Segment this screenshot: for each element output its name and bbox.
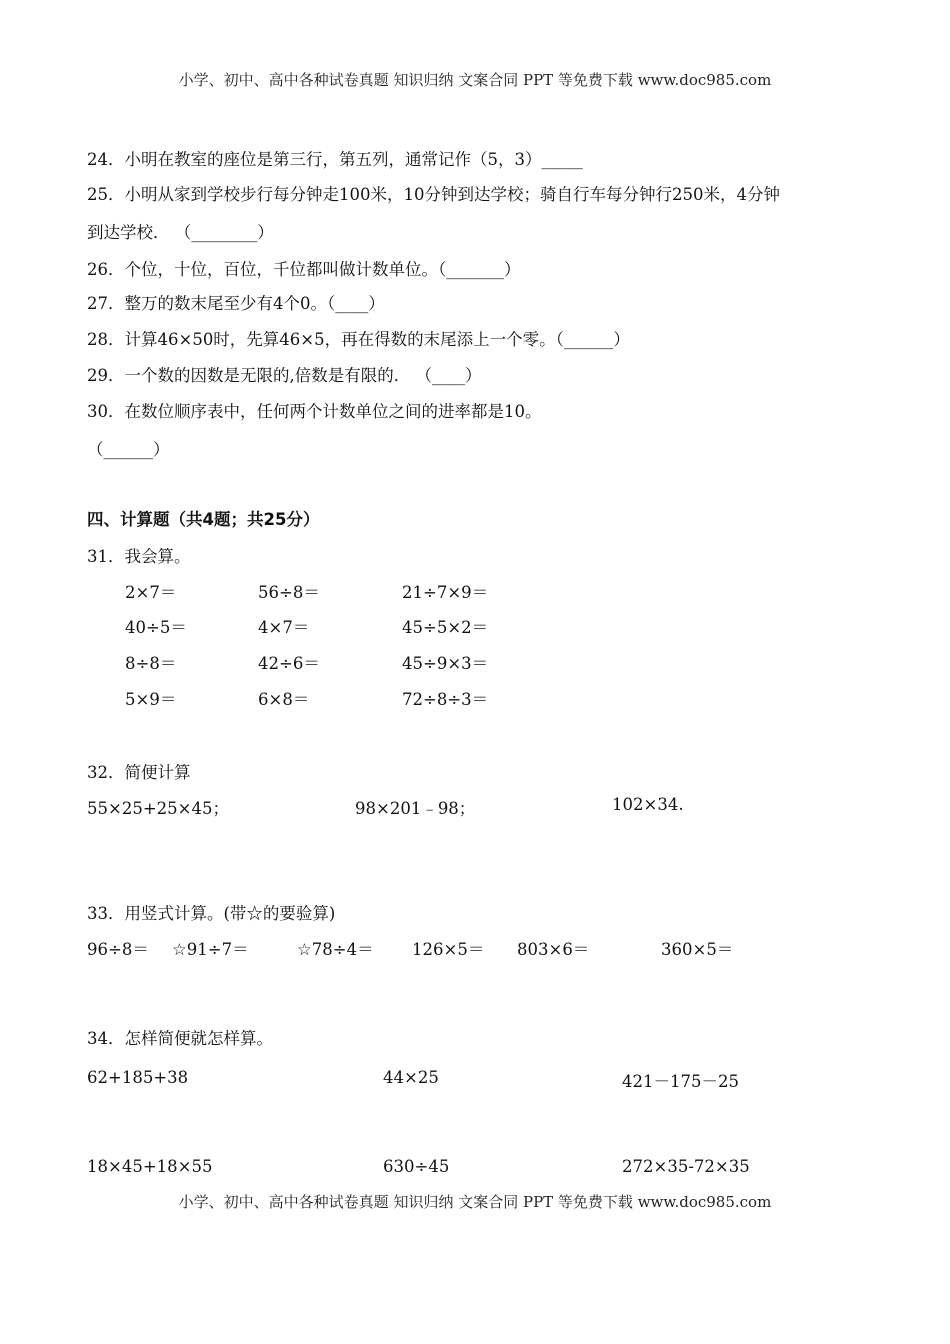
calc-item: 6×8＝	[258, 690, 310, 709]
question-30: 30．在数位顺序表中，任何两个计数单位之间的进率都是10。	[87, 402, 542, 421]
calc-item: 4×7＝	[258, 618, 310, 637]
calc-item: ☆91÷7＝	[172, 940, 249, 959]
calc-item: 126×5＝	[412, 940, 485, 959]
question-34-label: 34．怎样简便就怎样算。	[87, 1029, 273, 1048]
calc-item: 62+185+38	[87, 1068, 189, 1087]
calc-item: 42÷6＝	[258, 654, 320, 673]
calc-item: 803×6＝	[517, 940, 590, 959]
calc-item: 98×201﹣98；	[355, 799, 476, 818]
question-24: 24．小明在教室的座位是第三行，第五列，通常记作（5，3）_____	[87, 150, 583, 169]
question-31-label: 31．我会算。	[87, 547, 191, 566]
calc-item: 44×25	[383, 1068, 439, 1087]
calc-item: 421－175－25	[622, 1072, 739, 1091]
question-32-label: 32．简便计算	[87, 763, 191, 782]
calc-item: ☆78÷4＝	[297, 940, 374, 959]
calc-item: 5×9＝	[125, 690, 177, 709]
calc-item: 8÷8＝	[125, 654, 177, 673]
section-title: 四、计算题（共4题；共25分）	[87, 510, 320, 529]
question-27: 27．整万的数末尾至少有4个0。（____）	[87, 294, 385, 313]
calc-item: 18×45+18×55	[87, 1157, 213, 1176]
calc-item: 56÷8＝	[258, 583, 320, 602]
calc-item: 55×25+25×45；	[87, 799, 229, 818]
question-30-answer: （______）	[87, 440, 170, 459]
question-25: 25．小明从家到学校步行每分钟走100米，10分钟到达学校；骑自行车每分钟行250米，4分钟	[87, 185, 780, 204]
calc-item: 272×35-72×35	[622, 1157, 750, 1176]
calc-item: 72÷8÷3＝	[402, 690, 489, 709]
calc-item: 21÷7×9＝	[402, 583, 489, 602]
calc-item: 45÷5×2＝	[402, 618, 489, 637]
calc-item: 40÷5＝	[125, 618, 187, 637]
question-33-label: 33．用竖式计算。(带☆的要验算)	[87, 904, 336, 923]
calc-item: 2×7＝	[125, 583, 177, 602]
calc-item: 630÷45	[383, 1157, 450, 1176]
page-header: 小学、初中、高中各种试卷真题 知识归纳 文案合同 PPT 等免费下载 www.doc985.com	[178, 71, 772, 89]
question-28: 28．计算46×50时，先算46×5，再在得数的末尾添上一个零。（______）	[87, 330, 630, 349]
question-25-cont: 到达学校． （________）	[87, 223, 274, 242]
page-footer: 小学、初中、高中各种试卷真题 知识归纳 文案合同 PPT 等免费下载 www.doc985.com	[178, 1193, 772, 1211]
calc-item: 45÷9×3＝	[402, 654, 489, 673]
question-29: 29．一个数的因数是无限的,倍数是有限的． （____）	[87, 366, 482, 385]
question-26: 26．个位，十位，百位，千位都叫做计数单位。（_______）	[87, 260, 521, 279]
calc-item: 96÷8＝	[87, 940, 149, 959]
calc-item: 102×34.	[612, 795, 684, 814]
calc-item: 360×5＝	[661, 940, 734, 959]
